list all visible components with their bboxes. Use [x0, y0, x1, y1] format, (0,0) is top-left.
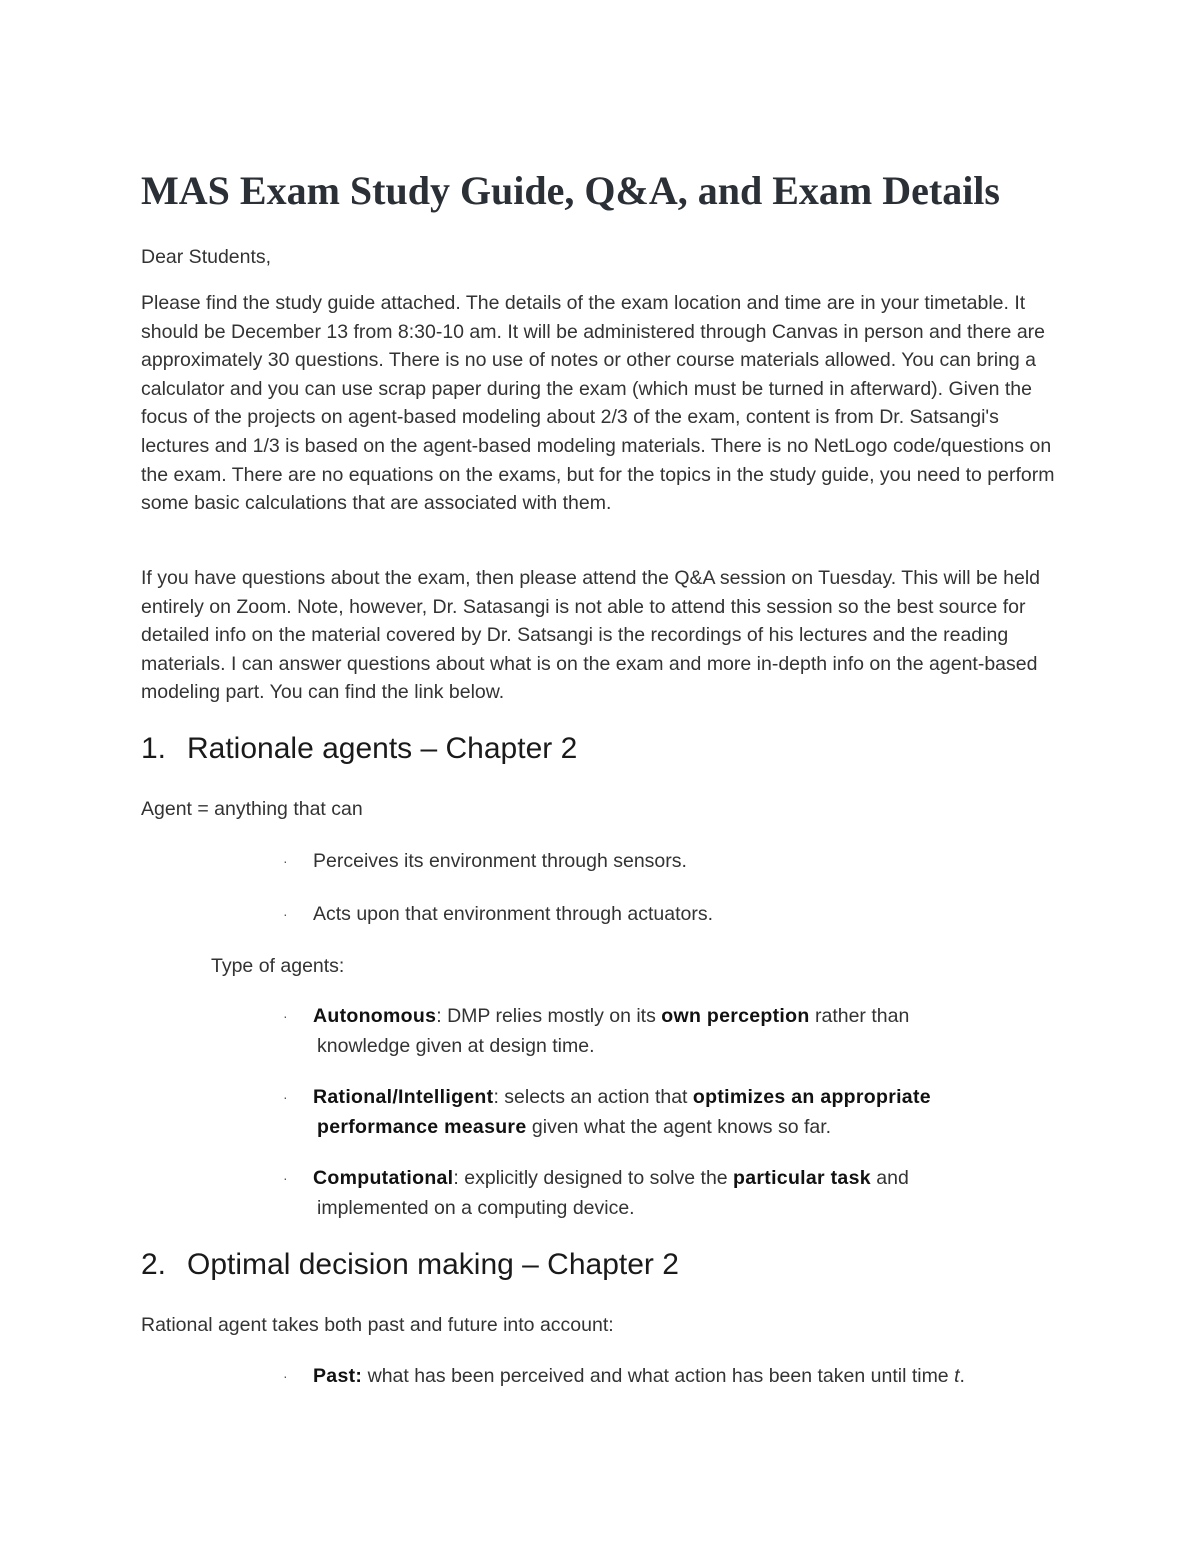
- list-item-text: Perceives its environment through sensors.: [313, 850, 687, 872]
- term: Computational: [313, 1167, 454, 1189]
- list-item: [283, 1164, 1043, 1223]
- list-item: [283, 900, 1043, 930]
- emphasis: particular task: [733, 1167, 871, 1189]
- bullet-dot: ·: [283, 1089, 288, 1105]
- list-item: [283, 1362, 1043, 1392]
- section-heading-1: [141, 729, 577, 769]
- bullet-dot: ·: [283, 853, 288, 869]
- bullet-dot: ·: [283, 1368, 288, 1384]
- list-item: [283, 1002, 1043, 1061]
- text-run: .: [959, 1365, 965, 1387]
- emphasis: own perception: [661, 1005, 810, 1027]
- term: Past:: [313, 1365, 363, 1387]
- qa-paragraph: If you have questions about the exam, then please attend the Q&A session on Tuesday. This will be held entirely on Zoom. Note, however, Dr. Satasangi is not able to attend this session so the best source for detailed info on the material covered by Dr. Satsangi is the recordings of his lectures and the reading materials. I can answer questions about what is on the exam and more in-depth info on the agent-based modeling part. You can find the link below.: [141, 567, 1041, 704]
- bullet-dot: ·: [283, 906, 288, 922]
- text-run: : selects an action that: [493, 1086, 693, 1108]
- intro-paragraph: Please find the study guide attached. The details of the exam location and time are in your timetable. It should be December 13 from 8:30-10 am. It will be administered through Canvas in person and there are approximately 30 questions. There is no use of notes or other course materials allowed. You can bring a calculator and you can use scrap paper during the exam (which must be turned in afterward). Given the focus of the projects on agent-based modeling about 2/3 of the exam, content is from Dr. Satsangi's lectures and 1/3 is based on the agent-based modeling materials. There is no NetLogo code/questions on the exam. There are no equations on the exams, but for the topics in the study guide, you need to perform some basic calculations that are associated with them.: [141, 292, 1055, 515]
- text-run: what has been perceived and what action has been taken until time: [362, 1365, 955, 1387]
- term: Autonomous: [313, 1005, 437, 1027]
- section-heading-2: [141, 1245, 679, 1285]
- document-title: MAS Exam Study Guide, Q&A, and Exam Details: [141, 168, 1000, 213]
- emphasis: performance measure: [317, 1115, 527, 1138]
- list-item-text: Acts upon that environment through actuators.: [313, 903, 713, 925]
- list-item-text: [313, 1362, 1043, 1392]
- continuation: [313, 1113, 1043, 1143]
- text-run: : explicitly designed to solve the: [453, 1167, 734, 1189]
- text-run: rather than: [809, 1005, 910, 1027]
- list-item: [283, 1083, 1043, 1142]
- section-number: 2.: [141, 1248, 167, 1281]
- rational-agent-intro: Rational agent takes both past and future into account:: [141, 1314, 614, 1336]
- emphasis: optimizes an appropriate: [692, 1086, 931, 1108]
- section-title: Rationale agents – Chapter 2: [187, 732, 578, 765]
- text-run: : DMP relies mostly on its: [436, 1005, 662, 1027]
- variable: t: [954, 1365, 960, 1387]
- bullet-dot: ·: [283, 1170, 288, 1186]
- greeting: Dear Students,: [141, 246, 272, 268]
- text-run: and: [870, 1167, 909, 1189]
- continuation: implemented on a computing device.: [317, 1196, 635, 1219]
- list-item: [283, 847, 1043, 877]
- bullet-dot: ·: [283, 1008, 288, 1024]
- section-number: 1.: [141, 732, 167, 765]
- agent-definition: Agent = anything that can: [141, 798, 363, 820]
- section-title: Optimal decision making – Chapter 2: [187, 1248, 679, 1281]
- types-label: Type of agents:: [211, 955, 345, 977]
- text-run: given what the agent knows so far.: [526, 1115, 832, 1138]
- list-item-text: [313, 1083, 1043, 1142]
- term: Rational/Intelligent: [313, 1086, 494, 1108]
- list-item-text: [313, 1164, 1043, 1223]
- list-item-text: [313, 1002, 1043, 1061]
- continuation: knowledge given at design time.: [317, 1034, 595, 1057]
